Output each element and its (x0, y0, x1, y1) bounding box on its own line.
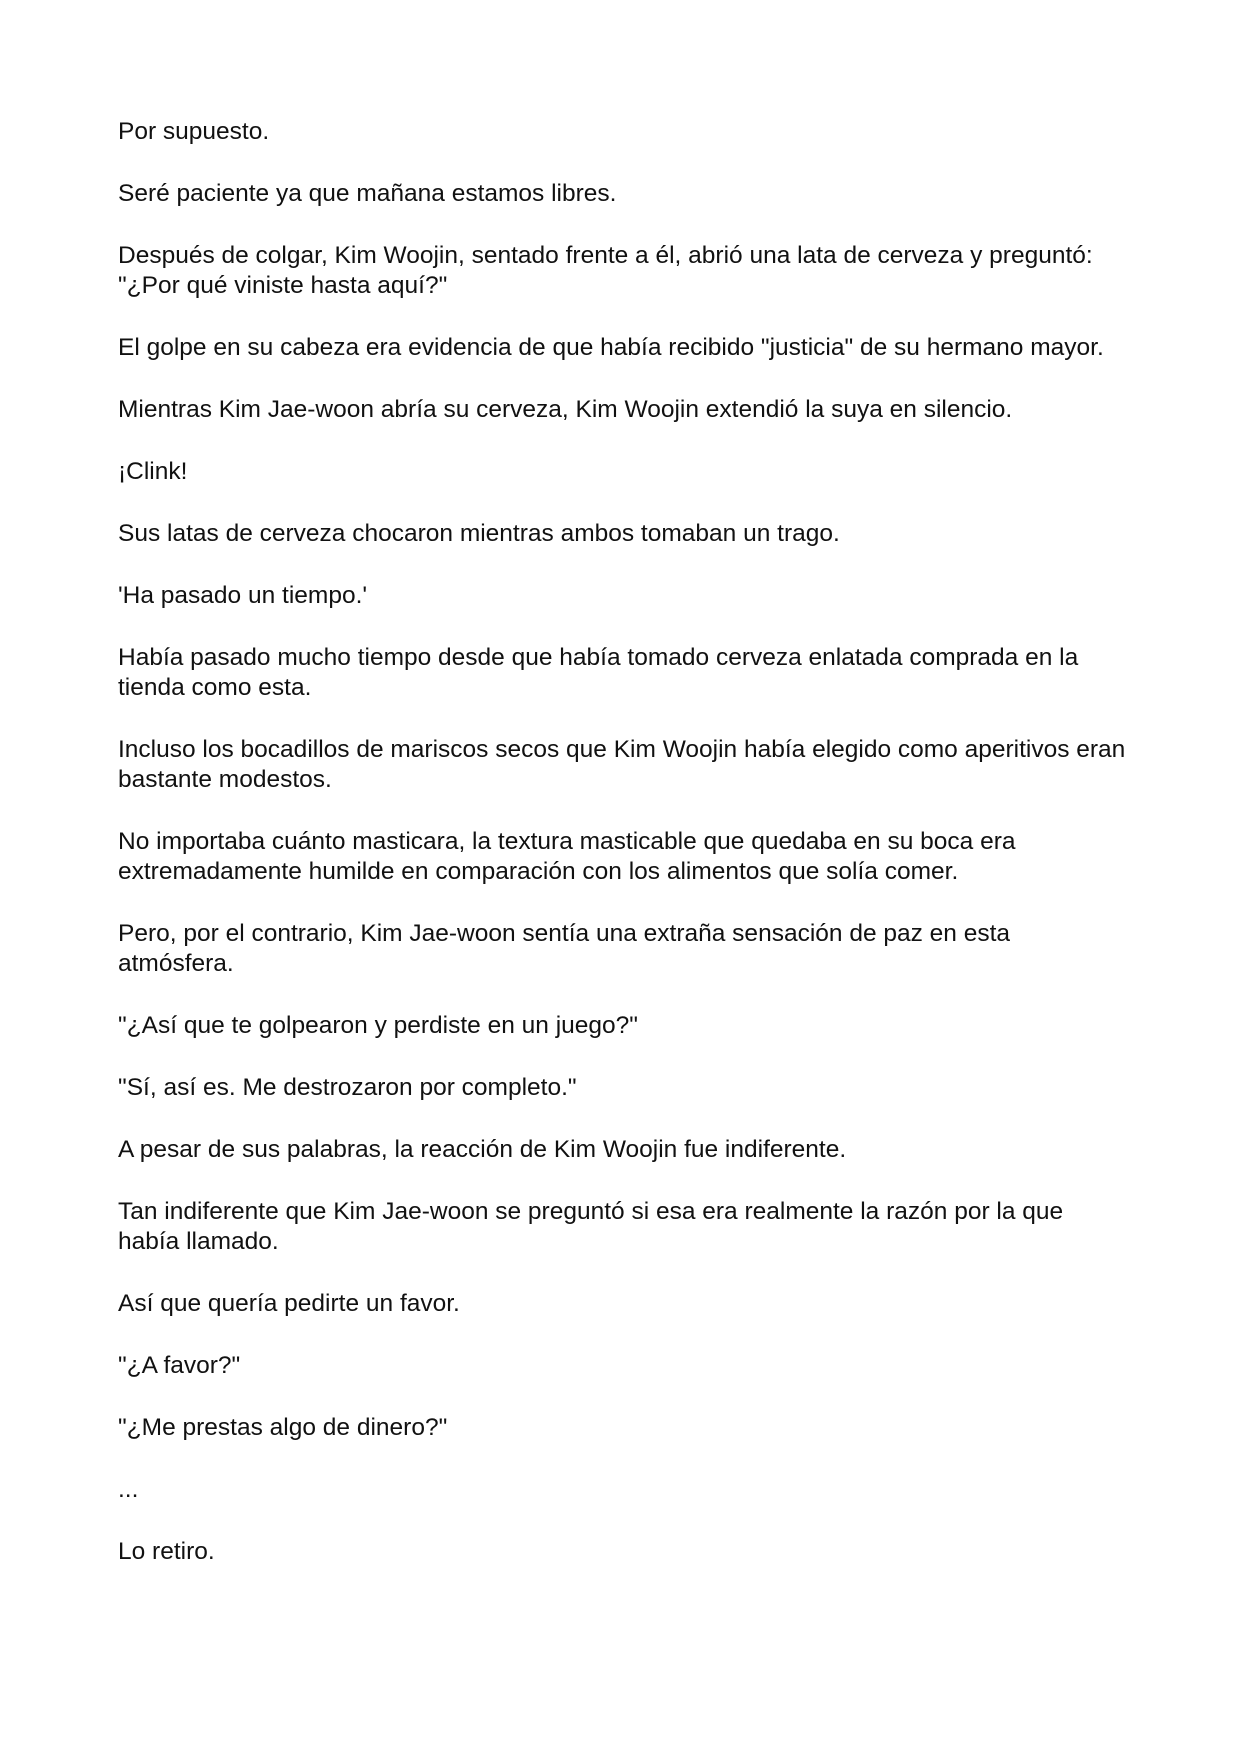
paragraph: Pero, por el contrario, Kim Jae-woon sentía una extraña sensación de paz en esta atmósfera. (118, 920, 1011, 977)
paragraph: "¿A favor?" (118, 1352, 241, 1379)
paragraph: "¿Así que te golpearon y perdiste en un juego?" (118, 1012, 638, 1039)
paragraph: ¡Clink! (118, 458, 188, 485)
paragraph: "Sí, así es. Me destrozaron por completo." (118, 1074, 577, 1101)
document-body (118, 117, 1128, 1599)
paragraph: Sus latas de cerveza chocaron mientras ambos tomaban un trago. (118, 520, 840, 547)
paragraph: Lo retiro. (118, 1538, 215, 1565)
paragraph: Así que quería pedirte un favor. (118, 1290, 460, 1317)
paragraph: Por supuesto. (118, 118, 270, 145)
paragraph: "¿Me prestas algo de dinero?" (118, 1414, 448, 1441)
paragraph: Después de colgar, Kim Woojin, sentado frente a él, abrió una lata de cerveza y preguntó: "¿Por qué viniste hasta aquí?" (118, 242, 1093, 299)
paragraph: ... (118, 1476, 139, 1503)
paragraph: Tan indiferente que Kim Jae-woon se preguntó si esa era realmente la razón por la que había llamado. (118, 1198, 1064, 1255)
paragraph: A pesar de sus palabras, la reacción de Kim Woojin fue indiferente. (118, 1136, 847, 1163)
paragraph: Seré paciente ya que mañana estamos libres. (118, 180, 617, 207)
paragraph: 'Ha pasado un tiempo.' (118, 582, 368, 609)
paragraph: Mientras Kim Jae-woon abría su cerveza, Kim Woojin extendió la suya en silencio. (118, 396, 1013, 423)
paragraph: El golpe en su cabeza era evidencia de que había recibido "justicia" de su hermano mayor. (118, 334, 1104, 361)
paragraph: No importaba cuánto masticara, la textura masticable que quedaba en su boca era extremadamente humilde en comparación con los alimentos que solía comer. (118, 828, 1016, 885)
paragraph: Incluso los bocadillos de mariscos secos que Kim Woojin había elegido como aperitivos eran bastante modestos. (118, 736, 1126, 793)
paragraph: Había pasado mucho tiempo desde que había tomado cerveza enlatada comprada en la tienda como esta. (118, 644, 1079, 701)
